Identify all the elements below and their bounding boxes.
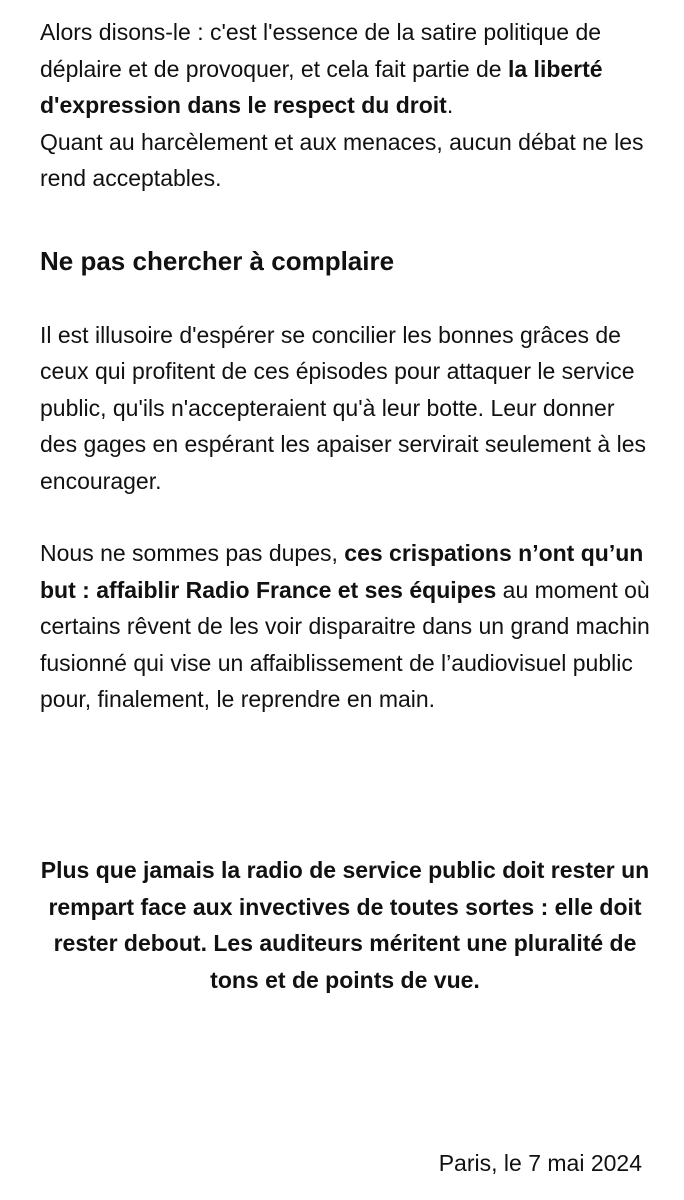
conclusion-statement: Plus que jamais la radio de service public doit rester un rempart face aux invectives de toutes sortes : elle doit rester debout. Les auditeurs méritent une pluralité de tons et de points de vue.	[40, 857, 650, 993]
document-body	[40, 14, 650, 718]
paragraph-crispations-text: Nous ne sommes pas dupes,	[40, 540, 345, 566]
paragraph-harassment: Quant au harcèlement et aux menaces, aucun débat ne les rend acceptables.	[40, 128, 644, 191]
paragraph-crispations-emphasis: ces crispations n’ont qu’un but : affaiblir Radio France et ses équipes	[40, 540, 644, 603]
paragraph-crispations-rest: au moment où certains rêvent de les voir disparaitre dans un grand machin fusionné qui vise un affaiblissement de l’audiovisuel public pour, finalement, le reprendre en main.	[40, 576, 650, 712]
paragraph-satire-text: Alors disons-le : c'est l'essence de la satire politique de déplaire et de provoquer, et cela fait partie de	[40, 19, 602, 82]
paragraph-satire	[40, 14, 650, 124]
paragraph-illusion: Il est illusoire d'espérer se concilier les bonnes grâces de ceux qui profitent de ces épisodes pour attaquer le service public, qu'ils n'accepteraient qu'à leur botte. Leur donner des gages en espérant les apaiser servirait seulement à les encourager.	[40, 321, 647, 494]
section-heading: Ne pas chercher à complaire	[40, 245, 395, 276]
paragraph-satire-emphasis: la liberté d'expression dans le respect du droit	[40, 55, 603, 118]
paragraph-satire-end: .	[446, 92, 454, 118]
paragraph-crispations	[40, 535, 650, 718]
signature-date: Paris, le 7 mai 2024	[438, 1150, 642, 1176]
